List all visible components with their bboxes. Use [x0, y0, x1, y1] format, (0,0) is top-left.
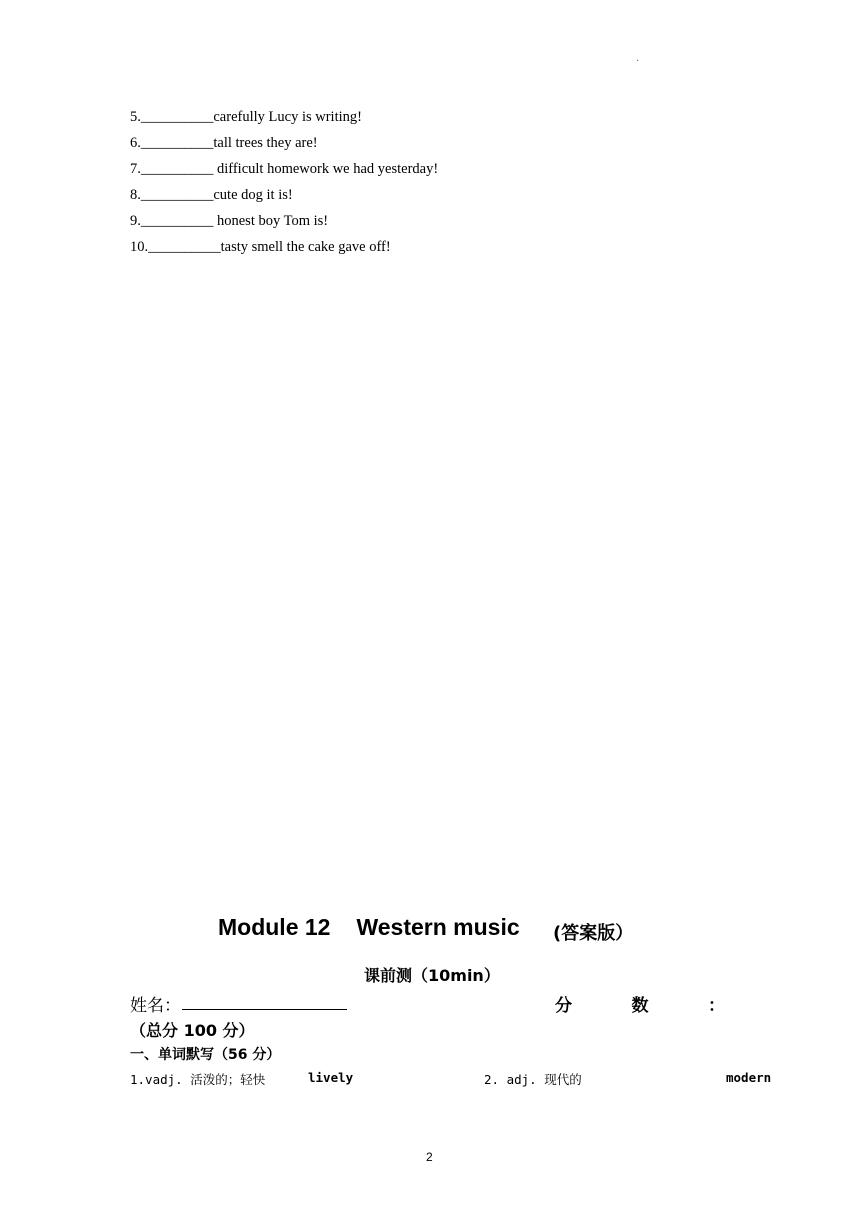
vocab-prompt-2: 2. adj. 现代的 — [484, 1072, 582, 1087]
module-title-topic: Western music — [356, 914, 520, 940]
page-number: 2 — [426, 1150, 433, 1164]
module-title-number: Module 12 — [218, 914, 331, 940]
exercise-item-7: 7.__________ difficult homework we had yesterday! — [130, 161, 439, 177]
score-char-3: ： — [708, 996, 725, 1016]
section-heading-vocab: 一、单词默写（56 分） — [130, 1047, 281, 1063]
name-label: 姓名： — [130, 996, 181, 1016]
score-char-1: 分 — [555, 996, 572, 1016]
corner-mark: · — [636, 56, 640, 67]
exercise-item-8: 8.__________cute dog it is! — [130, 187, 293, 203]
score-char-2: 数 — [631, 996, 649, 1016]
module-title — [218, 914, 520, 941]
vocab-answer-2: modern — [726, 1070, 772, 1085]
exercise-list — [130, 104, 438, 260]
name-underline — [182, 1009, 347, 1010]
answer-version-badge: (答案版） — [553, 923, 634, 944]
total-score: （总分 100 分） — [130, 1021, 255, 1040]
vocab-answer-1: lively — [308, 1070, 354, 1085]
exercise-item-10: 10.__________tasty smell the cake gave off! — [130, 239, 391, 255]
exercise-item-6: 6.__________tall trees they are! — [130, 135, 318, 151]
exercise-item-5: 5.__________carefully Lucy is writing! — [130, 109, 362, 125]
score-label — [555, 991, 725, 1016]
quiz-subtitle: 课前测（10min） — [364, 966, 500, 985]
exercise-item-9: 9.__________ honest boy Tom is! — [130, 213, 329, 229]
vocab-prompt-1: 1.vadj. 活泼的；轻快 — [130, 1072, 266, 1087]
